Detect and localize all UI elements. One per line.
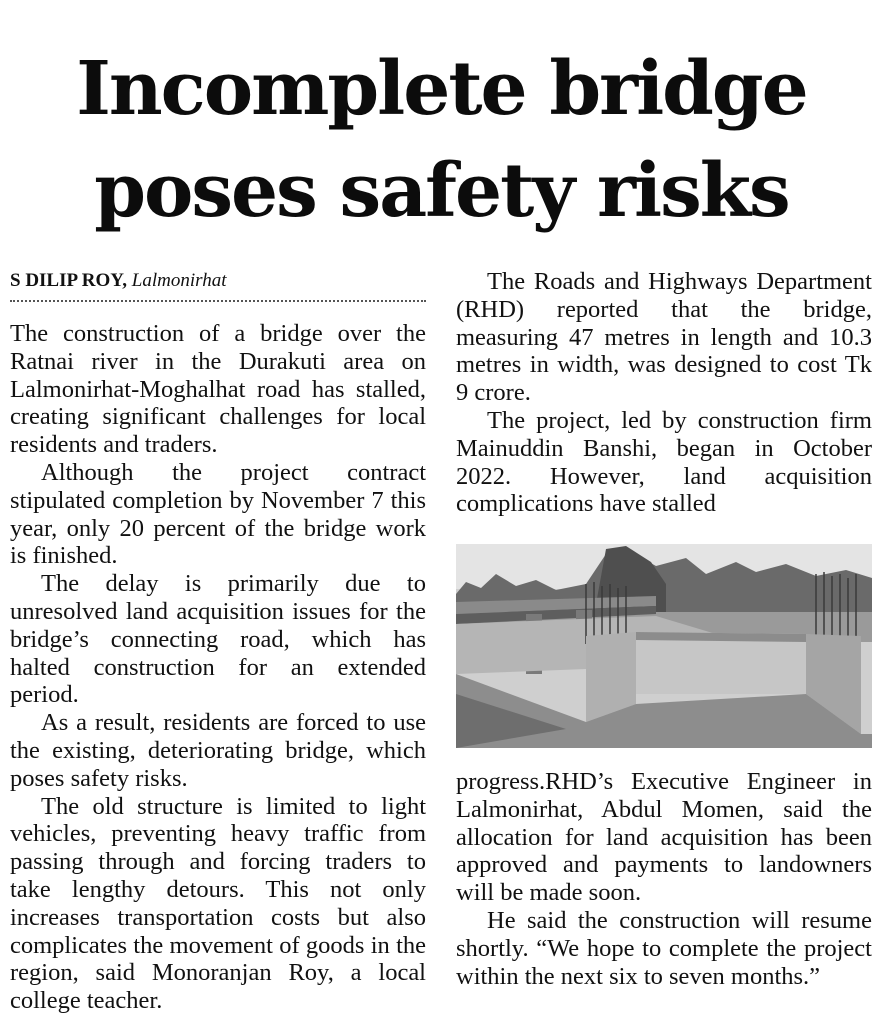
article-column-left xyxy=(10,320,426,1015)
byline-author: S DILIP ROY, xyxy=(10,270,128,291)
paragraph: The project, led by construction firm Mainuddin Banshi, began in October 2022. However, land acquisition complications have stalled xyxy=(456,406,872,518)
byline-divider xyxy=(10,300,426,302)
paragraph: The construction of a bridge over the Ratnai river in the Durakuti area on Lalmonirhat-Moghalhat road has stalled, creating significant challenges for local residents and traders. xyxy=(10,320,426,459)
byline xyxy=(10,270,226,292)
article-column-right-bottom xyxy=(456,768,872,990)
headline xyxy=(0,38,883,242)
paragraph: progress.RHD’s Executive Engineer in Lalmonirhat, Abdul Momen, said the allocation for land acquisition has been approved and payments to landowners will be made soon. xyxy=(456,768,872,907)
paragraph: Although the project contract stipulated completion by November 7 this year, only 20 percent of the bridge work is finished. xyxy=(10,458,426,570)
paragraph: He said the construction will resume shortly. “We hope to complete the project within the next six to seven months.” xyxy=(456,906,872,990)
article-column-right-top xyxy=(456,268,872,518)
paragraph: The Roads and Highways Department (RHD) reported that the bridge, measuring 47 metres in length and 10.3 metres in width, was designed to cost Tk 9 crore. xyxy=(456,268,872,407)
paragraph: The old structure is limited to light vehicles, preventing heavy traffic from passing through and forcing traders to take lengthy detours. This not only increases transportation costs but also complicates the movement of goods in the region, said Monoranjan Roy, a local college teacher. xyxy=(10,792,426,1015)
paragraph: The delay is primarily due to unresolved land acquisition issues for the bridge’s connecting road, which has halted construction for an extended period. xyxy=(10,570,426,709)
paragraph: As a result, residents are forced to use the existing, deteriorating bridge, which poses safety risks. xyxy=(10,709,426,792)
headline-line-2: poses safety risks xyxy=(94,148,789,234)
bridge-photo xyxy=(456,544,872,748)
byline-location: Lalmonirhat xyxy=(131,270,227,291)
headline-line-1: Incomplete bridge xyxy=(76,46,807,132)
